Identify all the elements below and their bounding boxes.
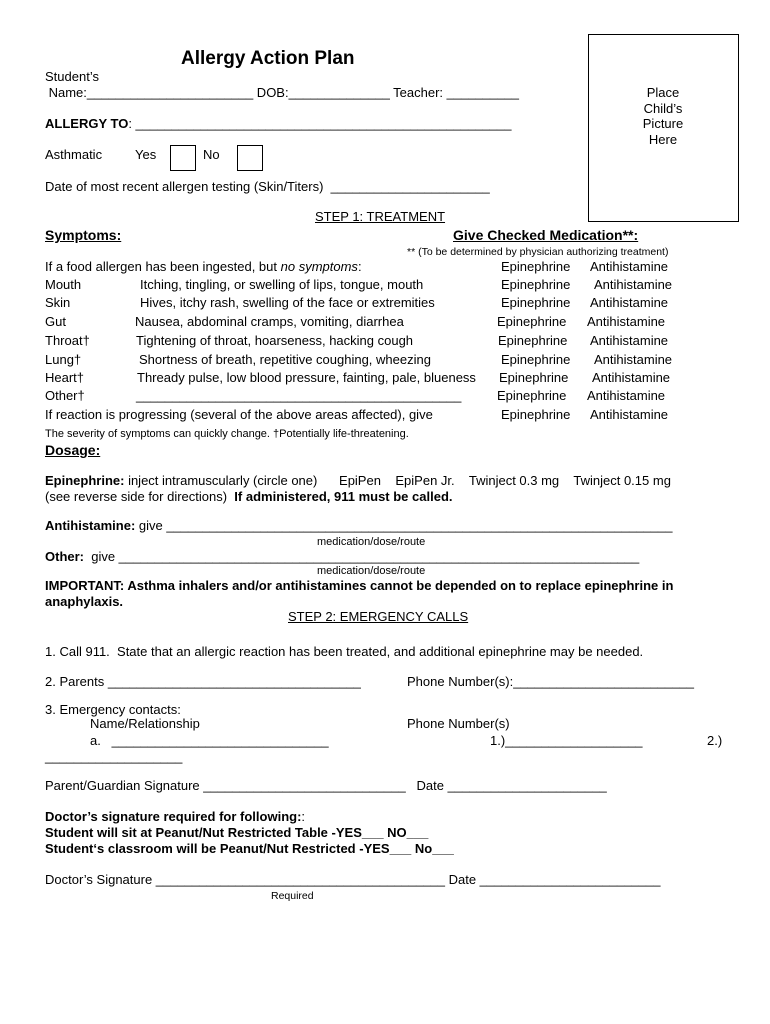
epinephrine-directions: (see reverse side for directions): [45, 489, 235, 504]
symptom-area-heart: Heart†: [45, 370, 85, 385]
parents-line[interactable]: 2. Parents ___________________________________: [45, 674, 361, 689]
asthmatic-no-label: No: [203, 147, 220, 162]
other-epinephrine[interactable]: Epinephrine: [497, 388, 567, 403]
lung-epinephrine[interactable]: Epinephrine: [501, 352, 571, 367]
other-caption: medication/dose/route: [317, 565, 426, 577]
other-antihistamine[interactable]: Antihistamine: [587, 388, 666, 403]
name-dob-teacher-line[interactable]: Name:_______________________ DOB:______________ Teacher: __________: [45, 85, 519, 100]
symptom-desc-throat: Tightening of throat, hoarseness, hacking cough: [136, 333, 414, 348]
asthmatic-label: Asthmatic: [45, 147, 103, 162]
important-note-line2: anaphylaxis.: [45, 594, 124, 609]
antihistamine-dosage-row: [45, 519, 672, 534]
symptom-area-lung: Lung†: [45, 352, 82, 367]
contact-a-line[interactable]: a. ______________________________: [90, 733, 329, 748]
skin-antihistamine[interactable]: Antihistamine: [590, 295, 669, 310]
picture-line: Here: [648, 131, 678, 147]
heart-antihistamine[interactable]: Antihistamine: [592, 370, 671, 385]
allergy-to-label: ALLERGY TO: [45, 116, 129, 131]
required-caption: Required: [271, 890, 314, 902]
picture-line: Child’s: [643, 100, 683, 116]
doctor-required-colon: :: [301, 809, 306, 824]
step2-title: STEP 2: EMERGENCY CALLS: [288, 609, 469, 624]
symptom-area-mouth: Mouth: [45, 277, 82, 292]
other-dosage-label: Other:: [45, 549, 84, 564]
dosage-heading: Dosage:: [45, 442, 101, 458]
symptom-area-other: Other†: [45, 388, 85, 403]
gut-antihistamine[interactable]: Antihistamine: [587, 314, 666, 329]
picture-line: Picture: [642, 116, 684, 131]
phone-numbers-label: Phone Number(s): [407, 716, 510, 731]
picture-placeholder-text: [588, 85, 738, 147]
gut-epinephrine[interactable]: Epinephrine: [497, 314, 567, 329]
contact-phone-2-label: 2.): [707, 733, 723, 748]
parents-phone-line[interactable]: Phone Number(s):_________________________: [407, 674, 694, 689]
throat-antihistamine[interactable]: Antihistamine: [590, 333, 669, 348]
epinephrine-dosage-row: [45, 474, 671, 489]
symptom-desc-heart: Thready pulse, low blood pressure, fainting, pale, blueness: [137, 370, 476, 385]
symptoms-heading: Symptoms:: [45, 227, 122, 243]
no-symptoms-epinephrine[interactable]: Epinephrine: [501, 259, 571, 274]
symptom-desc-other-line[interactable]: _____________________________________________: [136, 388, 462, 403]
asthmatic-yes-checkbox[interactable]: [170, 145, 196, 171]
other-dosage-line[interactable]: give ________________________________________________________________________: [84, 549, 640, 564]
throat-epinephrine[interactable]: Epinephrine: [498, 333, 568, 348]
doctor-required-heading: Doctor’s signature required for following:: [45, 809, 302, 824]
doctor-required-row: [45, 810, 305, 825]
progressing-epinephrine[interactable]: Epinephrine: [501, 407, 571, 422]
guardian-signature-line[interactable]: Parent/Guardian Signature ____________________________ Date ______________________: [45, 778, 607, 793]
contact-phone-1-line[interactable]: 1.)___________________: [490, 733, 643, 748]
step1-title: STEP 1: TREATMENT: [315, 209, 446, 224]
peanut-classroom-line[interactable]: Student‘s classroom will be Peanut/Nut Restricted -YES___ No___: [45, 841, 454, 856]
progressing-antihistamine[interactable]: Antihistamine: [590, 407, 669, 422]
peanut-table-line[interactable]: Student will sit at Peanut/Nut Restricted Table -YES___ NO___: [45, 825, 429, 840]
symptom-desc-lung: Shortness of breath, repetitive coughing, wheezing: [139, 352, 431, 367]
skin-epinephrine[interactable]: Epinephrine: [501, 295, 571, 310]
epinephrine-dosage-label: Epinephrine:: [45, 473, 125, 488]
mouth-antihistamine[interactable]: Antihistamine: [594, 277, 673, 292]
mouth-epinephrine[interactable]: Epinephrine: [501, 277, 571, 292]
students-label: Student’s: [45, 69, 99, 84]
no-symptoms-antihistamine[interactable]: Antihistamine: [590, 259, 669, 274]
picture-line: Place: [646, 85, 680, 100]
give-medication-heading: Give Checked Medication**:: [453, 227, 639, 243]
call-911-instruction: 1. Call 911. State that an allergic reaction has been treated, and additional epinephrine may be needed.: [45, 644, 644, 659]
epinephrine-directions-row: [45, 490, 453, 505]
antihistamine-dosage-line[interactable]: give ______________________________________________________________________: [135, 518, 673, 533]
lung-antihistamine[interactable]: Antihistamine: [594, 352, 673, 367]
heart-epinephrine[interactable]: Epinephrine: [499, 370, 569, 385]
doctor-signature-line[interactable]: Doctor’s Signature ________________________________________ Date _________________________: [45, 872, 661, 887]
no-symptoms-row: [45, 260, 362, 275]
symptom-area-throat: Throat†: [45, 333, 90, 348]
important-note-line1: IMPORTANT: Asthma inhalers and/or antihistamines cannot be depended on to replace epinephrine in: [45, 578, 674, 593]
severity-note: The severity of symptoms can quickly change. †Potentially life-threatening.: [45, 428, 409, 440]
antihistamine-caption: medication/dose/route: [317, 536, 426, 548]
symptom-area-skin: Skin: [45, 295, 71, 310]
call-911-warning: If administered, 911 must be called.: [234, 489, 453, 504]
no-symptoms-text: If a food allergen has been ingested, but: [45, 259, 281, 274]
asthmatic-yes-label: Yes: [135, 147, 157, 162]
no-symptoms-emphasis: no symptoms: [280, 259, 358, 274]
allergy-to-line[interactable]: : ____________________________________________________: [128, 116, 512, 131]
symptom-area-gut: Gut: [45, 314, 66, 329]
symptom-desc-gut: Nausea, abdominal cramps, vomiting, diarrhea: [135, 314, 404, 329]
symptom-desc-mouth: Itching, tingling, or swelling of lips, tongue, mouth: [140, 277, 424, 292]
allergen-testing-line[interactable]: Date of most recent allergen testing (Skin/Titers) ______________________: [45, 179, 490, 194]
page-title: Allergy Action Plan: [181, 48, 355, 69]
asthmatic-no-checkbox[interactable]: [237, 145, 263, 171]
emergency-contacts-label: 3. Emergency contacts:: [45, 702, 181, 717]
physician-note: ** (To be determined by physician authorizing treatment): [407, 246, 669, 258]
progressing-text: If reaction is progressing (several of the above areas affected), give: [45, 407, 433, 422]
allergy-to-row[interactable]: [45, 117, 512, 132]
no-symptoms-colon: :: [357, 259, 362, 274]
contact-phone-2-line[interactable]: ___________________: [45, 749, 183, 764]
name-relationship-label: Name/Relationship: [90, 716, 200, 731]
symptom-desc-skin: Hives, itchy rash, swelling of the face or extremities: [140, 295, 435, 310]
antihistamine-dosage-label: Antihistamine:: [45, 518, 136, 533]
epinephrine-dosage-options[interactable]: inject intramuscularly (circle one) EpiPen EpiPen Jr. Twinject 0.3 mg Twinject 0.15 mg: [124, 473, 671, 488]
other-dosage-row: [45, 550, 639, 565]
